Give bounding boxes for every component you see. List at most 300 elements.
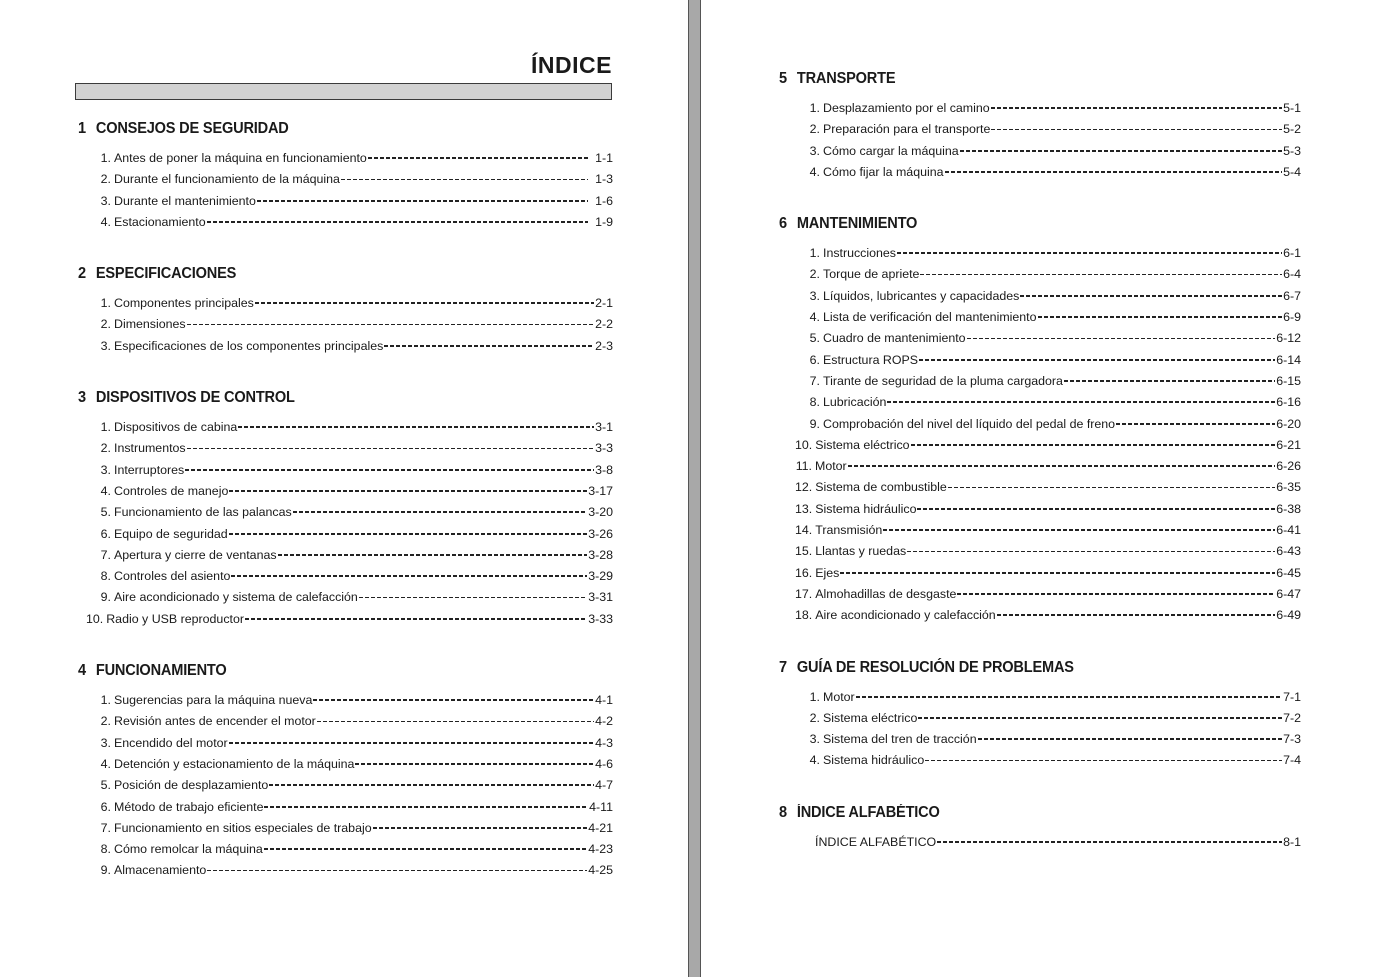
dot-leader (848, 465, 1276, 467)
toc-entry-page-number: 3-31 (588, 590, 613, 605)
toc-entry[interactable] (795, 544, 1301, 566)
toc-entry-number: 6. (809, 352, 820, 367)
toc-entry-page-number: 6-20 (1276, 416, 1301, 431)
toc-entry-page-number: 4-23 (588, 842, 613, 857)
dot-leader (245, 618, 587, 620)
dot-leader (960, 150, 1282, 152)
toc-entry-label: Estacionamiento (114, 214, 206, 229)
toc-entry-page-number: 3-3 (595, 441, 613, 456)
toc-entry[interactable] (94, 864, 613, 885)
toc-entry-label: Detención y estacionamiento de la máquina (114, 756, 355, 771)
toc-entry-page-number: 3-17 (588, 483, 613, 498)
dot-leader (840, 572, 1275, 574)
section-number: 7 (779, 658, 787, 676)
section-title: CONSEJOS DE SEGURIDAD (95, 120, 289, 137)
toc-entry-page-number: 3-20 (588, 505, 613, 520)
toc-item-list (0, 297, 688, 361)
toc-entry-page-number: 6-21 (1276, 437, 1301, 452)
toc-entry[interactable] (803, 166, 1301, 187)
toc-entry[interactable] (803, 691, 1301, 712)
dot-leader (918, 717, 1282, 719)
section-number: 2 (78, 265, 86, 283)
toc-entry[interactable] (94, 758, 613, 779)
left-page (0, 0, 688, 977)
toc-item-list (701, 247, 1389, 630)
dot-leader (919, 359, 1275, 361)
dot-leader (1038, 316, 1283, 318)
toc-entry-label: Lubricación (823, 395, 887, 410)
toc-entry-label: Equipo de seguridad (114, 526, 228, 541)
toc-entry[interactable] (803, 418, 1301, 439)
toc-entry[interactable] (94, 152, 613, 173)
toc-entry-page-number: 1-1 (595, 151, 613, 165)
toc-entry-label: Cómo remolcar la máquina (114, 842, 263, 857)
toc-entry-label: Especificaciones de los componentes principales (114, 338, 384, 353)
toc-entry-page-number: 4-1 (595, 693, 613, 708)
toc-entry-page-number: 4-2 (595, 714, 613, 729)
toc-entry-page-number: 2-2 (595, 317, 613, 332)
toc-entry-label: Apertura y cierre de ventanas (114, 547, 277, 562)
toc-entry[interactable] (94, 549, 613, 570)
toc-entry-page-number: 2-1 (595, 296, 613, 311)
toc-entry[interactable] (803, 733, 1301, 754)
toc-entry-number: 9. (100, 863, 111, 878)
toc-entry-label: Sistema hidráulico (823, 753, 925, 768)
toc-entry-number: 3. (809, 732, 820, 747)
toc-entry[interactable] (803, 290, 1301, 311)
toc-entry[interactable] (803, 712, 1301, 733)
toc-entry-label: Funcionamiento de las palancas (114, 505, 292, 520)
toc-section (701, 70, 1389, 187)
toc-entry-label: Sistema eléctrico (815, 437, 910, 452)
dot-leader (948, 486, 1275, 488)
toc-entry-label: Llantas y ruedas (815, 544, 907, 559)
toc-entry-number: 2. (809, 122, 820, 137)
toc-entry-label: Durante el funcionamiento de la máquina (114, 172, 340, 187)
toc-entry[interactable] (795, 586, 1301, 609)
toc-entry-number: 18. (795, 608, 813, 623)
toc-entry-number: 1. (100, 296, 111, 311)
dot-leader (238, 426, 594, 428)
toc-entry-number: 1. (100, 420, 111, 435)
toc-entry-page-number: 3-33 (588, 611, 613, 626)
toc-entry-label: Comprobación del nivel del líquido del pedal de freno (823, 416, 1116, 431)
toc-entry[interactable] (795, 501, 1301, 524)
toc-entry-number: 7. (100, 820, 111, 835)
toc-entry[interactable] (803, 145, 1301, 166)
dot-leader (925, 759, 1282, 761)
dot-leader (269, 784, 594, 786)
dot-leader (883, 529, 1275, 531)
toc-entry-label: Motor (823, 689, 855, 704)
dot-leader (255, 302, 594, 304)
toc-entry-page-number: 5-2 (1283, 122, 1301, 137)
toc-entry[interactable] (795, 480, 1301, 502)
toc-entry[interactable] (803, 247, 1301, 268)
dot-leader (897, 252, 1282, 254)
dot-leader (264, 848, 587, 850)
dot-leader (1020, 295, 1282, 297)
toc-entry[interactable] (803, 396, 1301, 417)
toc-entry-label: Estructura ROPS (823, 352, 919, 367)
toc-entry[interactable] (94, 340, 613, 361)
toc-section (0, 120, 688, 237)
dot-leader (278, 554, 588, 556)
toc-entry-label: Lista de verificación del mantenimiento (823, 310, 1037, 325)
toc-entry-label: Instrumentos (114, 441, 186, 456)
toc-entry-label: Componentes principales (114, 296, 254, 311)
toc-entry-label: Posición de desplazamiento (114, 778, 269, 793)
toc-entry-number: 12. (795, 480, 813, 495)
toc-entry-page-number: 7-1 (1283, 689, 1301, 704)
toc-entry[interactable] (94, 216, 613, 237)
toc-entry-label: Sistema eléctrico (823, 710, 918, 725)
toc-section (701, 215, 1389, 630)
toc-entry-page-number: 7-4 (1283, 753, 1301, 768)
toc-entry-number: 3. (809, 143, 820, 158)
toc-entry[interactable] (94, 442, 613, 463)
toc-entry[interactable] (803, 332, 1301, 353)
dot-leader (187, 447, 594, 449)
toc-entry-number: 1. (809, 246, 820, 261)
toc-entry-number: 3. (100, 735, 111, 750)
toc-entry-number: 6. (100, 526, 111, 541)
toc-entry[interactable] (795, 437, 1301, 460)
toc-entry-label: Sistema hidráulico (815, 501, 917, 516)
toc-entry-number: 1. (809, 101, 820, 115)
toc-entry-page-number: 4-7 (595, 778, 613, 793)
toc-entry-page-number: 4-11 (589, 799, 613, 814)
dot-leader (231, 575, 587, 577)
toc-entry-page-number: 7-3 (1283, 732, 1301, 747)
toc-entry-label: Dispositivos de cabina (114, 420, 238, 435)
dot-leader (937, 841, 1282, 843)
title-underline-bar (75, 83, 612, 100)
toc-entry-label: Líquidos, lubricantes y capacidades (823, 288, 1020, 303)
dot-leader (384, 345, 594, 347)
toc-entry-page-number: 5-1 (1283, 101, 1301, 115)
section-heading[interactable] (779, 804, 1352, 822)
toc-entry[interactable] (94, 421, 613, 442)
toc-entry-page-number: 6-35 (1276, 480, 1301, 495)
section-number: 5 (779, 70, 787, 87)
toc-entry-number: 3. (809, 288, 820, 303)
toc-entry-number: 7. (809, 373, 820, 388)
toc-entry-label: Almacenamiento (114, 863, 207, 878)
toc-entry-label: Método de trabajo eficiente (114, 799, 264, 814)
toc-entry[interactable] (94, 318, 613, 339)
toc-entry[interactable] (94, 779, 613, 800)
toc-entry-number: 6. (100, 799, 111, 814)
section-number: 4 (78, 662, 86, 680)
toc-entry[interactable] (803, 102, 1301, 123)
toc-entry-label: Encendido del motor (114, 735, 228, 750)
toc-entry-label: Sugerencias para la máquina nueva (114, 693, 313, 708)
right-page (701, 0, 1389, 977)
dot-leader (907, 550, 1275, 552)
toc-entry[interactable] (94, 591, 613, 612)
toc-entry-number: 2. (100, 317, 111, 332)
toc-entry[interactable] (94, 173, 613, 194)
toc-item-list (0, 421, 688, 634)
toc-entry-page-number: 4-25 (588, 863, 613, 878)
toc-entry-page-number: 5-4 (1283, 164, 1301, 179)
toc-entry-label: Motor (815, 459, 847, 474)
toc-entry[interactable] (795, 608, 1301, 630)
toc-entry-page-number: 6-1 (1283, 246, 1301, 261)
section-number: 8 (779, 803, 787, 821)
section-number: 6 (779, 215, 787, 233)
dot-leader (229, 490, 587, 492)
toc-entry-number: 4. (809, 310, 820, 325)
toc-entry-label: Torque de apriete (823, 267, 920, 282)
toc-entry-label: Transmisión (815, 523, 883, 538)
dot-leader (957, 593, 1275, 595)
dot-leader (856, 696, 1282, 698)
toc-entry-number: 2. (100, 714, 111, 729)
toc-entry[interactable] (94, 195, 613, 216)
toc-entry[interactable] (94, 694, 613, 715)
dot-leader (991, 107, 1282, 109)
toc-entry[interactable] (94, 570, 613, 591)
toc-entry-number: 1. (100, 151, 111, 165)
dot-leader (317, 720, 594, 722)
toc-entry-page-number: 6-7 (1283, 288, 1301, 303)
toc-entry-number: 10. (795, 437, 813, 452)
toc-entry-number: 4. (809, 164, 820, 179)
dot-leader (257, 200, 588, 202)
toc-entry-label: Sistema del tren de tracción (823, 732, 977, 747)
section-title: ÍNDICE ALFABÉTICO (796, 803, 940, 821)
dot-leader (978, 738, 1282, 740)
toc-entry-number: 5. (100, 505, 111, 520)
toc-entry-page-number: 3-29 (588, 569, 613, 584)
dot-leader (207, 221, 588, 223)
toc-entry-page-number: 1-9 (595, 214, 613, 229)
toc-entry-number: 9. (100, 590, 111, 605)
toc-entry-label: Aire acondicionado y sistema de calefacción (114, 590, 358, 605)
dot-leader (355, 763, 594, 765)
toc-entry-number: 4. (100, 483, 111, 498)
section-heading[interactable] (78, 662, 651, 680)
section-heading[interactable] (779, 70, 1352, 88)
section-title: ESPECIFICACIONES (95, 265, 237, 283)
dot-leader (887, 401, 1275, 403)
toc-entry[interactable] (94, 297, 613, 318)
toc-entry[interactable] (94, 464, 613, 485)
toc-section (0, 389, 688, 634)
toc-entry-number: 13. (795, 501, 813, 516)
toc-entry-page-number: 6-15 (1276, 373, 1301, 388)
toc-entry-page-number: 1-3 (595, 172, 613, 187)
toc-entry-page-number: 8-1 (1283, 834, 1301, 849)
dot-leader (368, 157, 588, 159)
toc-entry-page-number: 1-6 (595, 193, 613, 208)
toc-entry-number: 2. (809, 710, 820, 725)
toc-entry-page-number: 3-26 (588, 526, 613, 541)
toc-entry-page-number: 6-16 (1276, 395, 1301, 410)
section-heading[interactable] (779, 659, 1352, 677)
toc-entry-page-number: 6-12 (1276, 331, 1301, 346)
dot-leader (187, 323, 594, 325)
toc-section (0, 265, 688, 361)
dot-leader (991, 128, 1282, 130)
toc-entry-number: 4. (100, 756, 111, 771)
page-gutter-divider (688, 0, 701, 977)
toc-entry[interactable] (803, 311, 1301, 332)
dot-leader (313, 699, 594, 701)
toc-entry-page-number: 2-3 (595, 338, 613, 353)
toc-entry-number: 11. (795, 459, 812, 474)
dot-leader (997, 614, 1275, 616)
toc-entry-page-number: 5-3 (1283, 143, 1301, 158)
dot-leader (920, 273, 1282, 275)
section-heading[interactable] (78, 265, 651, 283)
dot-leader (359, 596, 587, 598)
section-title: FUNCIONAMIENTO (95, 662, 227, 680)
toc-entry[interactable] (94, 715, 613, 736)
toc-entry-page-number: 6-45 (1276, 565, 1301, 580)
toc-item-list (701, 691, 1389, 776)
toc-entry-number: 2. (100, 441, 111, 456)
dot-leader (264, 806, 588, 808)
dot-leader (945, 171, 1283, 173)
section-number: 3 (78, 389, 86, 407)
toc-entry-page-number: 6-38 (1276, 501, 1301, 516)
toc-item-list (701, 102, 1389, 187)
toc-entry-number: 4. (809, 753, 820, 768)
toc-entry-label: Sistema de combustible (815, 480, 947, 495)
toc-section (701, 659, 1389, 776)
dot-leader (373, 827, 588, 829)
toc-entry-label: Interruptores (114, 462, 185, 477)
toc-entry-number: 17. (795, 586, 813, 601)
toc-entry[interactable] (94, 528, 613, 549)
toc-entry-label: Revisión antes de encender el motor (114, 714, 316, 729)
dot-leader (341, 178, 588, 180)
toc-entry-page-number: 6-43 (1276, 544, 1301, 559)
toc-entry[interactable] (795, 565, 1301, 588)
toc-entry-number: 2. (809, 267, 820, 282)
toc-entry-label: Radio y USB reproductor (106, 611, 244, 626)
toc-entry-label: Durante el mantenimiento (114, 193, 256, 208)
toc-entry-number: 7. (100, 547, 111, 562)
toc-entry-page-number: 6-4 (1283, 267, 1301, 282)
toc-entry-label: Cuadro de mantenimiento (823, 331, 966, 346)
toc-entry[interactable] (815, 836, 1301, 857)
toc-entry-page-number: 4-3 (595, 735, 613, 750)
toc-entry[interactable] (803, 123, 1301, 144)
toc-entry-label: Antes de poner la máquina en funcionamiento (114, 151, 367, 165)
toc-entry-number: 5. (100, 778, 111, 793)
toc-entry-number: 8. (809, 395, 820, 410)
toc-entry-number: 8. (100, 842, 111, 857)
dot-leader (967, 337, 1276, 339)
toc-entry-page-number: 6-47 (1276, 586, 1301, 601)
toc-entry-label: Funcionamiento en sitios especiales de trabajo (114, 820, 372, 835)
toc-entry-number: 9. (809, 416, 820, 431)
toc-entry-page-number: 3-8 (595, 462, 613, 477)
toc-entry[interactable] (86, 611, 613, 634)
toc-entry-number: 2. (100, 172, 111, 187)
section-title: TRANSPORTE (796, 70, 896, 87)
toc-entry-page-number: 6-14 (1276, 352, 1301, 367)
toc-entry[interactable] (94, 506, 613, 527)
dot-leader (911, 444, 1276, 446)
toc-item-list (701, 836, 1389, 857)
toc-entry-label: Cómo fijar la máquina (823, 164, 944, 179)
toc-entry[interactable] (94, 737, 613, 758)
toc-entry-page-number: 4-6 (595, 756, 613, 771)
toc-entry-number: 8. (100, 569, 111, 584)
toc-section (701, 804, 1389, 857)
toc-entry-label: Preparación para el transporte (823, 122, 991, 137)
dot-leader (917, 508, 1275, 510)
toc-entry-number: 4. (100, 214, 111, 229)
toc-entry-label: ÍNDICE ALFABÉTICO (815, 834, 937, 849)
toc-entry[interactable] (795, 523, 1301, 545)
toc-entry[interactable] (94, 801, 613, 822)
section-title: DISPOSITIVOS DE CONTROL (95, 389, 295, 407)
toc-entry-page-number: 6-41 (1276, 523, 1301, 538)
toc-entry-page-number: 4-21 (588, 820, 613, 835)
toc-entry-label: Almohadillas de desgaste (815, 586, 957, 601)
dot-leader (185, 469, 594, 471)
toc-entry-number: 16. (795, 565, 813, 580)
toc-entry[interactable] (94, 843, 613, 864)
toc-entry-number: 3. (100, 462, 111, 477)
toc-entry-page-number: 3-28 (588, 547, 613, 562)
toc-entry[interactable] (94, 485, 613, 506)
toc-entry-page-number: 6-26 (1276, 459, 1301, 474)
toc-entry-number: 15. (795, 544, 813, 559)
toc-entry-label: Cómo cargar la máquina (823, 143, 959, 158)
toc-entry[interactable] (803, 354, 1301, 375)
toc-section (0, 662, 688, 886)
toc-entry[interactable] (94, 822, 613, 843)
dot-leader (207, 869, 587, 871)
toc-entry-number: 1. (100, 693, 111, 708)
toc-entry-page-number: 6-9 (1283, 310, 1301, 325)
toc-entry-label: Ejes (815, 565, 840, 580)
section-heading[interactable] (779, 215, 1352, 233)
toc-entry[interactable] (795, 459, 1301, 481)
dot-leader (1064, 380, 1275, 382)
toc-entry[interactable] (803, 754, 1301, 775)
toc-entry-label: Tirante de seguridad de la pluma cargadora (823, 373, 1063, 388)
toc-entry-page-number: 7-2 (1283, 710, 1301, 725)
section-title: MANTENIMIENTO (796, 215, 918, 233)
dot-leader (293, 511, 587, 513)
toc-entry-label: Instrucciones (823, 246, 897, 261)
page-title: ÍNDICE (531, 52, 612, 78)
toc-entry[interactable] (803, 268, 1301, 289)
toc-entry-number: 3. (100, 338, 111, 353)
section-heading[interactable] (78, 120, 651, 138)
dot-leader (229, 533, 588, 535)
toc-entry-number: 10. (86, 611, 104, 626)
toc-right-column (701, 70, 1389, 885)
toc-entry-number: 1. (809, 689, 820, 704)
toc-entry[interactable] (803, 375, 1301, 396)
section-number: 1 (78, 120, 86, 137)
toc-entry-label: Controles de manejo (114, 483, 229, 498)
toc-entry-page-number: 6-49 (1276, 608, 1301, 623)
toc-left-column (0, 120, 688, 914)
section-heading[interactable] (78, 389, 651, 407)
toc-entry-label: Aire acondicionado y calefacción (815, 608, 996, 623)
toc-item-list (0, 152, 688, 237)
